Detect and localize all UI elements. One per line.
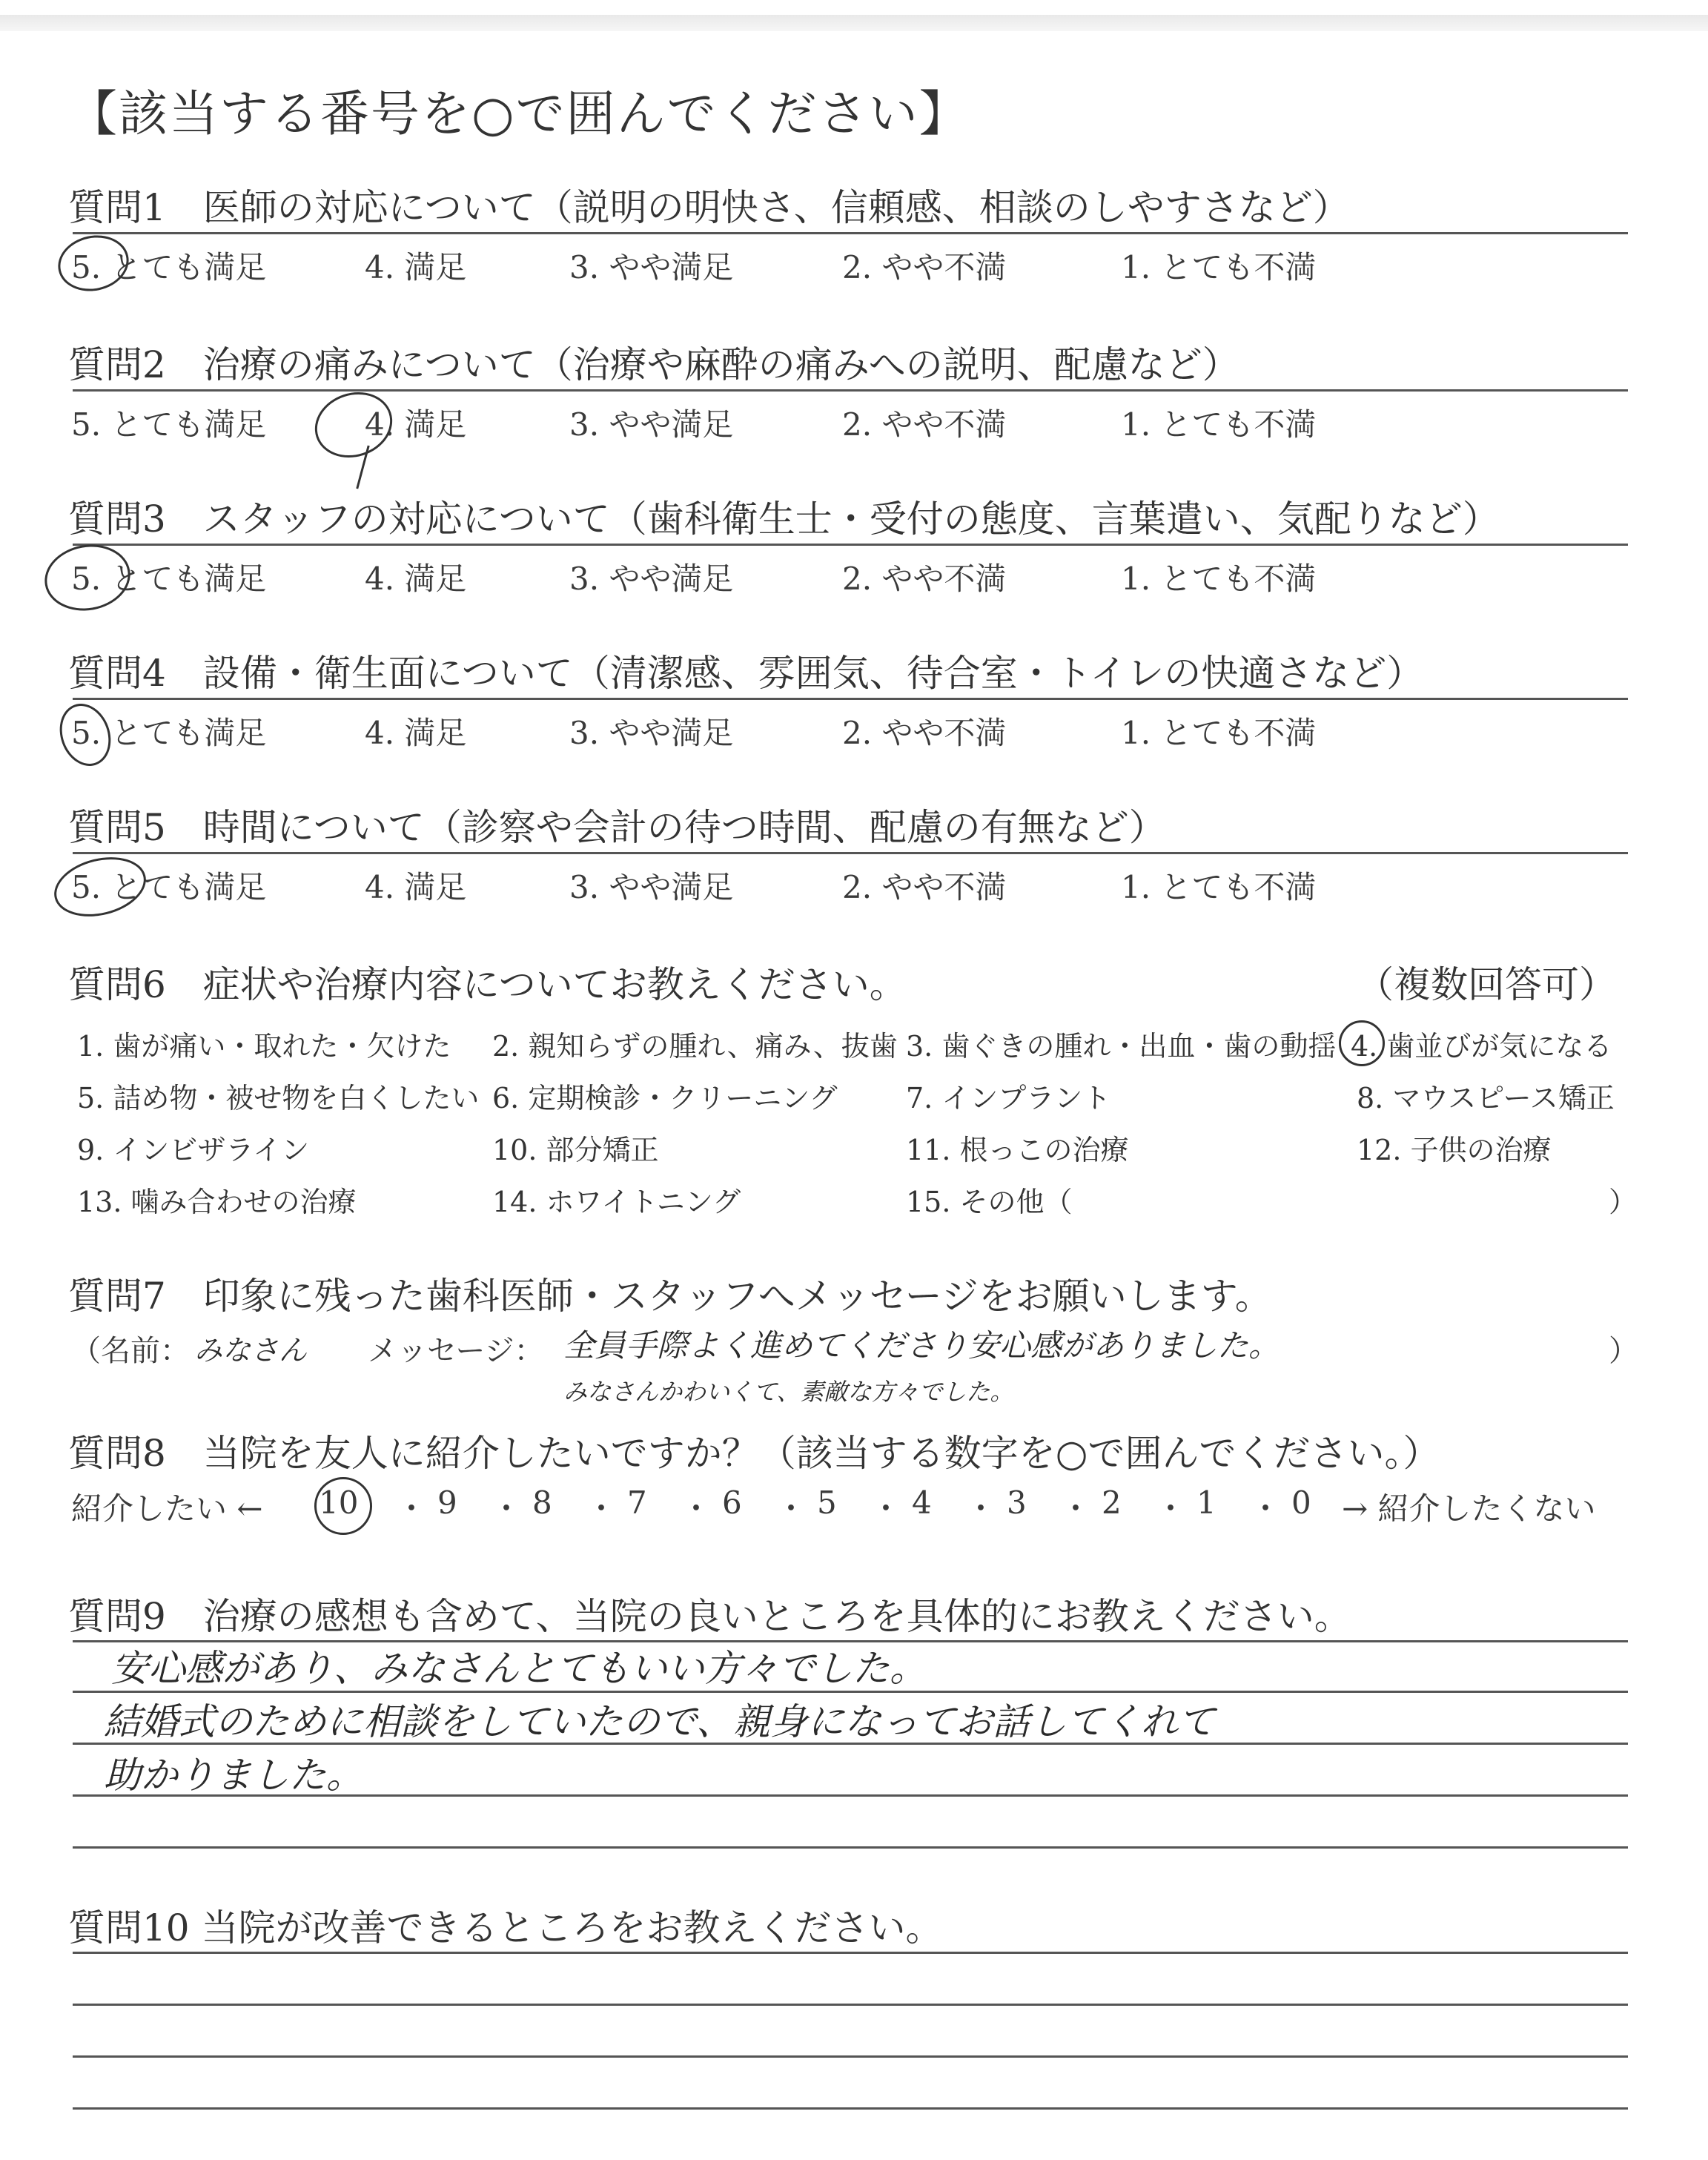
q5-rule	[73, 852, 1628, 854]
q5-option-1[interactable]: 1. とても不満	[1121, 869, 1317, 905]
q9-answer-line-2[interactable]: 結婚式のために相談をしていたので、親身になってお話してくれて	[104, 1700, 1215, 1743]
q2-option-3[interactable]: 3. やや満足	[569, 406, 734, 443]
q8-score-4[interactable]: 4	[912, 1484, 932, 1521]
q1-option-2[interactable]: 2. やや不満	[842, 249, 1007, 285]
q8-score-9[interactable]: 9	[437, 1484, 457, 1521]
q6-option-13[interactable]: 13. 噛み合わせの治療	[77, 1186, 357, 1218]
q8-separator: ・	[775, 1490, 807, 1527]
q5-option-4[interactable]: 4. 満足	[365, 869, 467, 905]
q6-option-5[interactable]: 5. 詰め物・被せ物を白くしたい	[77, 1082, 480, 1114]
q3-rule	[73, 544, 1628, 546]
q4-rule	[73, 698, 1628, 700]
q2-selection-circle	[306, 383, 400, 468]
q4-option-4[interactable]: 4. 満足	[365, 715, 467, 751]
q8-score-10[interactable]: 10	[319, 1484, 359, 1521]
q5-option-2[interactable]: 2. やや不満	[842, 869, 1007, 905]
q8-score-3[interactable]: 3	[1007, 1484, 1027, 1521]
q8-separator: ・	[965, 1490, 997, 1527]
q3-selection-circle	[39, 538, 136, 618]
q5-option-5[interactable]: 5. とても満足	[71, 869, 267, 905]
q6-option-15[interactable]: 15. その他（	[906, 1186, 1073, 1218]
q8-separator: ・	[1155, 1490, 1187, 1527]
q1-rule	[73, 232, 1628, 234]
q7-message-label: メッセージ：	[368, 1334, 544, 1368]
q1-option-5[interactable]: 5. とても満足	[71, 249, 267, 285]
q5-title: 質問5 時間について（診察や会計の待つ時間、配慮の有無など）	[68, 806, 1166, 849]
q6-option-14[interactable]: 14. ホワイトニング	[492, 1186, 741, 1218]
q2-option-4[interactable]: 4. 満足	[365, 406, 467, 443]
q6-option-8[interactable]: 8. マウスピース矯正	[1357, 1082, 1615, 1114]
q1-title: 質問1 医師の対応について（説明の明快さ、信頼感、相談のしやすさなど）	[68, 186, 1350, 229]
q6-selection-circle	[1339, 1020, 1385, 1066]
q10-title: 質問10 当院が改善できるところをお教えください。	[68, 1906, 943, 1949]
q2-rule	[73, 389, 1628, 392]
q6-option-12[interactable]: 12. 子供の治療	[1357, 1134, 1552, 1166]
q7-name-value[interactable]: みなさん	[194, 1334, 308, 1367]
q9-title: 質問9 治療の感想も含めて、当院の良いところを具体的にお教えください。	[68, 1595, 1351, 1638]
q6-option-4[interactable]: 4. 歯並びが気になる	[1351, 1030, 1612, 1063]
q2-option-5[interactable]: 5. とても満足	[71, 406, 267, 443]
scan-top-edge	[0, 15, 1708, 31]
q8-score-1[interactable]: 1	[1196, 1484, 1217, 1521]
q1-option-3[interactable]: 3. やや満足	[569, 249, 734, 285]
q6-option-9[interactable]: 9. インビザライン	[77, 1134, 310, 1166]
q8-score-5[interactable]: 5	[817, 1484, 837, 1521]
q2-option-2[interactable]: 2. やや不満	[842, 406, 1007, 443]
q1-option-1[interactable]: 1. とても不満	[1121, 249, 1317, 285]
q10-line-4	[73, 2107, 1628, 2110]
q9-answer-line-1[interactable]: 安心感があり、みなさんとてもいい方々でした。	[111, 1647, 927, 1690]
q8-title: 質問8 当院を友人に紹介したいですか？（該当する数字を○で囲んでください。）	[68, 1432, 1440, 1475]
q6-option-3[interactable]: 3. 歯ぐきの腫れ・出血・歯の動揺	[906, 1030, 1337, 1063]
q3-option-5[interactable]: 5. とても満足	[71, 561, 267, 597]
q8-left-label: 紹介したい ←	[71, 1490, 263, 1527]
q6-multiple-answers-note: （複数回答可）	[1357, 963, 1616, 1006]
q8-score-2[interactable]: 2	[1102, 1484, 1122, 1521]
q6-option-11[interactable]: 11. 根っこの治療	[906, 1134, 1129, 1166]
q5-selection-circle	[48, 848, 153, 925]
q7-name-label: （名前：	[71, 1334, 190, 1368]
q6-option-2[interactable]: 2. 親知らずの腫れ、痛み、抜歯	[492, 1030, 898, 1063]
q2-option-1[interactable]: 1. とても不満	[1121, 406, 1317, 443]
q4-option-3[interactable]: 3. やや満足	[569, 715, 734, 751]
q6-option-6[interactable]: 6. 定期検診・クリーニング	[492, 1082, 838, 1114]
q6-option-10[interactable]: 10. 部分矯正	[492, 1134, 659, 1166]
q1-option-4[interactable]: 4. 満足	[365, 249, 467, 285]
q7-title: 質問7 印象に残った歯科医師・スタッフへメッセージをお願いします。	[68, 1275, 1272, 1318]
q2-title: 質問2 治療の痛みについて（治療や麻酔の痛みへの説明、配慮など）	[68, 343, 1239, 386]
q4-selection-circle	[51, 696, 119, 773]
q8-separator: ・	[1250, 1490, 1282, 1527]
q3-option-2[interactable]: 2. やや不満	[842, 561, 1007, 597]
q10-line-1	[73, 1952, 1628, 1954]
q6-option-1[interactable]: 1. 歯が痛い・取れた・欠けた	[77, 1030, 451, 1063]
q3-title: 質問3 スタッフの対応について（歯科衛生士・受付の態度、言葉遣い、気配りなど）	[68, 498, 1500, 541]
q4-option-2[interactable]: 2. やや不満	[842, 715, 1007, 751]
q8-selection-circle	[314, 1477, 372, 1535]
q8-right-label: → 紹介したくない	[1342, 1490, 1596, 1527]
q8-score-7[interactable]: 7	[627, 1484, 647, 1521]
q8-separator: ・	[1060, 1490, 1092, 1527]
q8-separator: ・	[870, 1490, 902, 1527]
q10-line-2	[73, 2004, 1628, 2006]
q6-other-close-paren: ）	[1609, 1186, 1638, 1218]
q4-option-5[interactable]: 5. とても満足	[71, 715, 267, 751]
q8-separator: ・	[586, 1490, 618, 1527]
q7-message-line-1[interactable]: 全員手際よく進めてくださり安心感がありました。	[563, 1327, 1280, 1364]
q8-separator: ・	[681, 1490, 712, 1527]
q8-score-0[interactable]: 0	[1291, 1484, 1311, 1521]
q8-score-8[interactable]: 8	[532, 1484, 552, 1521]
q3-option-1[interactable]: 1. とても不満	[1121, 561, 1317, 597]
q10-line-3	[73, 2055, 1628, 2058]
q4-title: 質問4 設備・衛生面について（清潔感、雰囲気、待合室・トイレの快適さなど）	[68, 652, 1424, 695]
q4-option-1[interactable]: 1. とても不満	[1121, 715, 1317, 751]
q5-option-3[interactable]: 3. やや満足	[569, 869, 734, 905]
q9-line-5	[73, 1846, 1628, 1849]
q7-message-line-2[interactable]: みなさんかわいくて、素敵な方々でした。	[563, 1378, 1014, 1406]
q8-separator: ・	[491, 1490, 523, 1527]
q3-option-4[interactable]: 4. 満足	[365, 561, 467, 597]
instruction-header: 【該当する番号を○で囲んでください】	[68, 85, 970, 142]
q3-option-3[interactable]: 3. やや満足	[569, 561, 734, 597]
q6-option-7[interactable]: 7. インプラント	[906, 1082, 1111, 1114]
q8-separator: ・	[396, 1490, 428, 1527]
q8-score-6[interactable]: 6	[722, 1484, 742, 1521]
q6-title: 質問6 症状や治療内容についてお教えください。	[68, 963, 907, 1006]
q9-answer-line-3[interactable]: 助かりました。	[104, 1754, 363, 1797]
q7-close-paren: ）	[1609, 1334, 1638, 1368]
